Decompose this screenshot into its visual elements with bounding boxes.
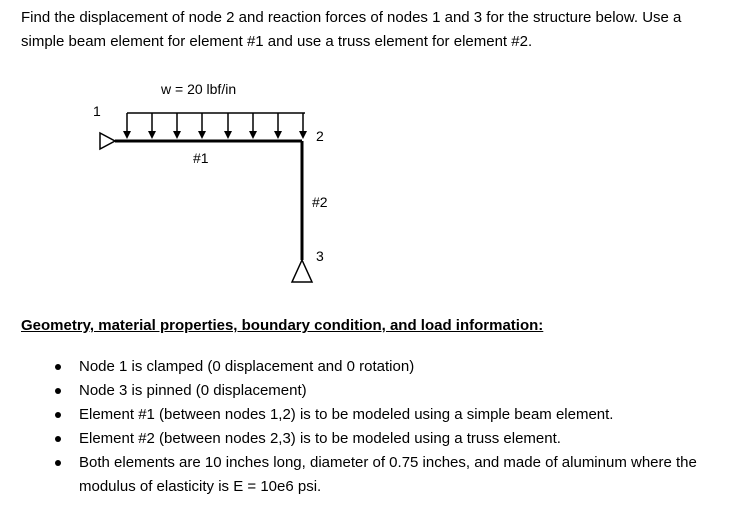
- bullet-icon: [55, 364, 61, 370]
- distributed-load-label: w = 20 lbf/in: [161, 81, 237, 97]
- list-item: Both elements are 10 inches long, diameter of 0.75 inches, and made of aluminum where the modulus of elasticity is E = 10e6 psi.: [79, 451, 729, 499]
- bullet-icon: [55, 412, 61, 418]
- bullet-icon: [55, 388, 61, 394]
- distributed-load-arrows: [123, 113, 307, 139]
- bullet-icon: [55, 460, 61, 466]
- node-1-label: 1: [93, 103, 101, 119]
- list-item: Element #1 (between nodes 1,2) is to be modeled using a simple beam element.: [79, 403, 729, 427]
- node-3-label: 3: [316, 248, 324, 264]
- node-3-pin-support-icon: [292, 260, 312, 282]
- problem-statement: Find the displacement of node 2 and reaction forces of nodes 1 and 3 for the structure below. Use a simple beam element for element #1 and use a truss element for element #2.: [21, 9, 682, 50]
- list-item: Node 3 is pinned (0 displacement): [79, 379, 729, 403]
- node-2-label: 2: [316, 128, 324, 144]
- node-1-support-icon: [100, 133, 115, 149]
- element-2-label: #2: [312, 194, 328, 210]
- bullet-icon: [55, 436, 61, 442]
- info-list: [79, 355, 729, 499]
- section-heading: Geometry, material properties, boundary condition, and load information:: [21, 317, 544, 334]
- list-item: Element #2 (between nodes 2,3) is to be modeled using a truss element.: [79, 427, 729, 451]
- list-item: Node 1 is clamped (0 displacement and 0 rotation): [79, 355, 729, 379]
- element-1-label: #1: [193, 150, 209, 166]
